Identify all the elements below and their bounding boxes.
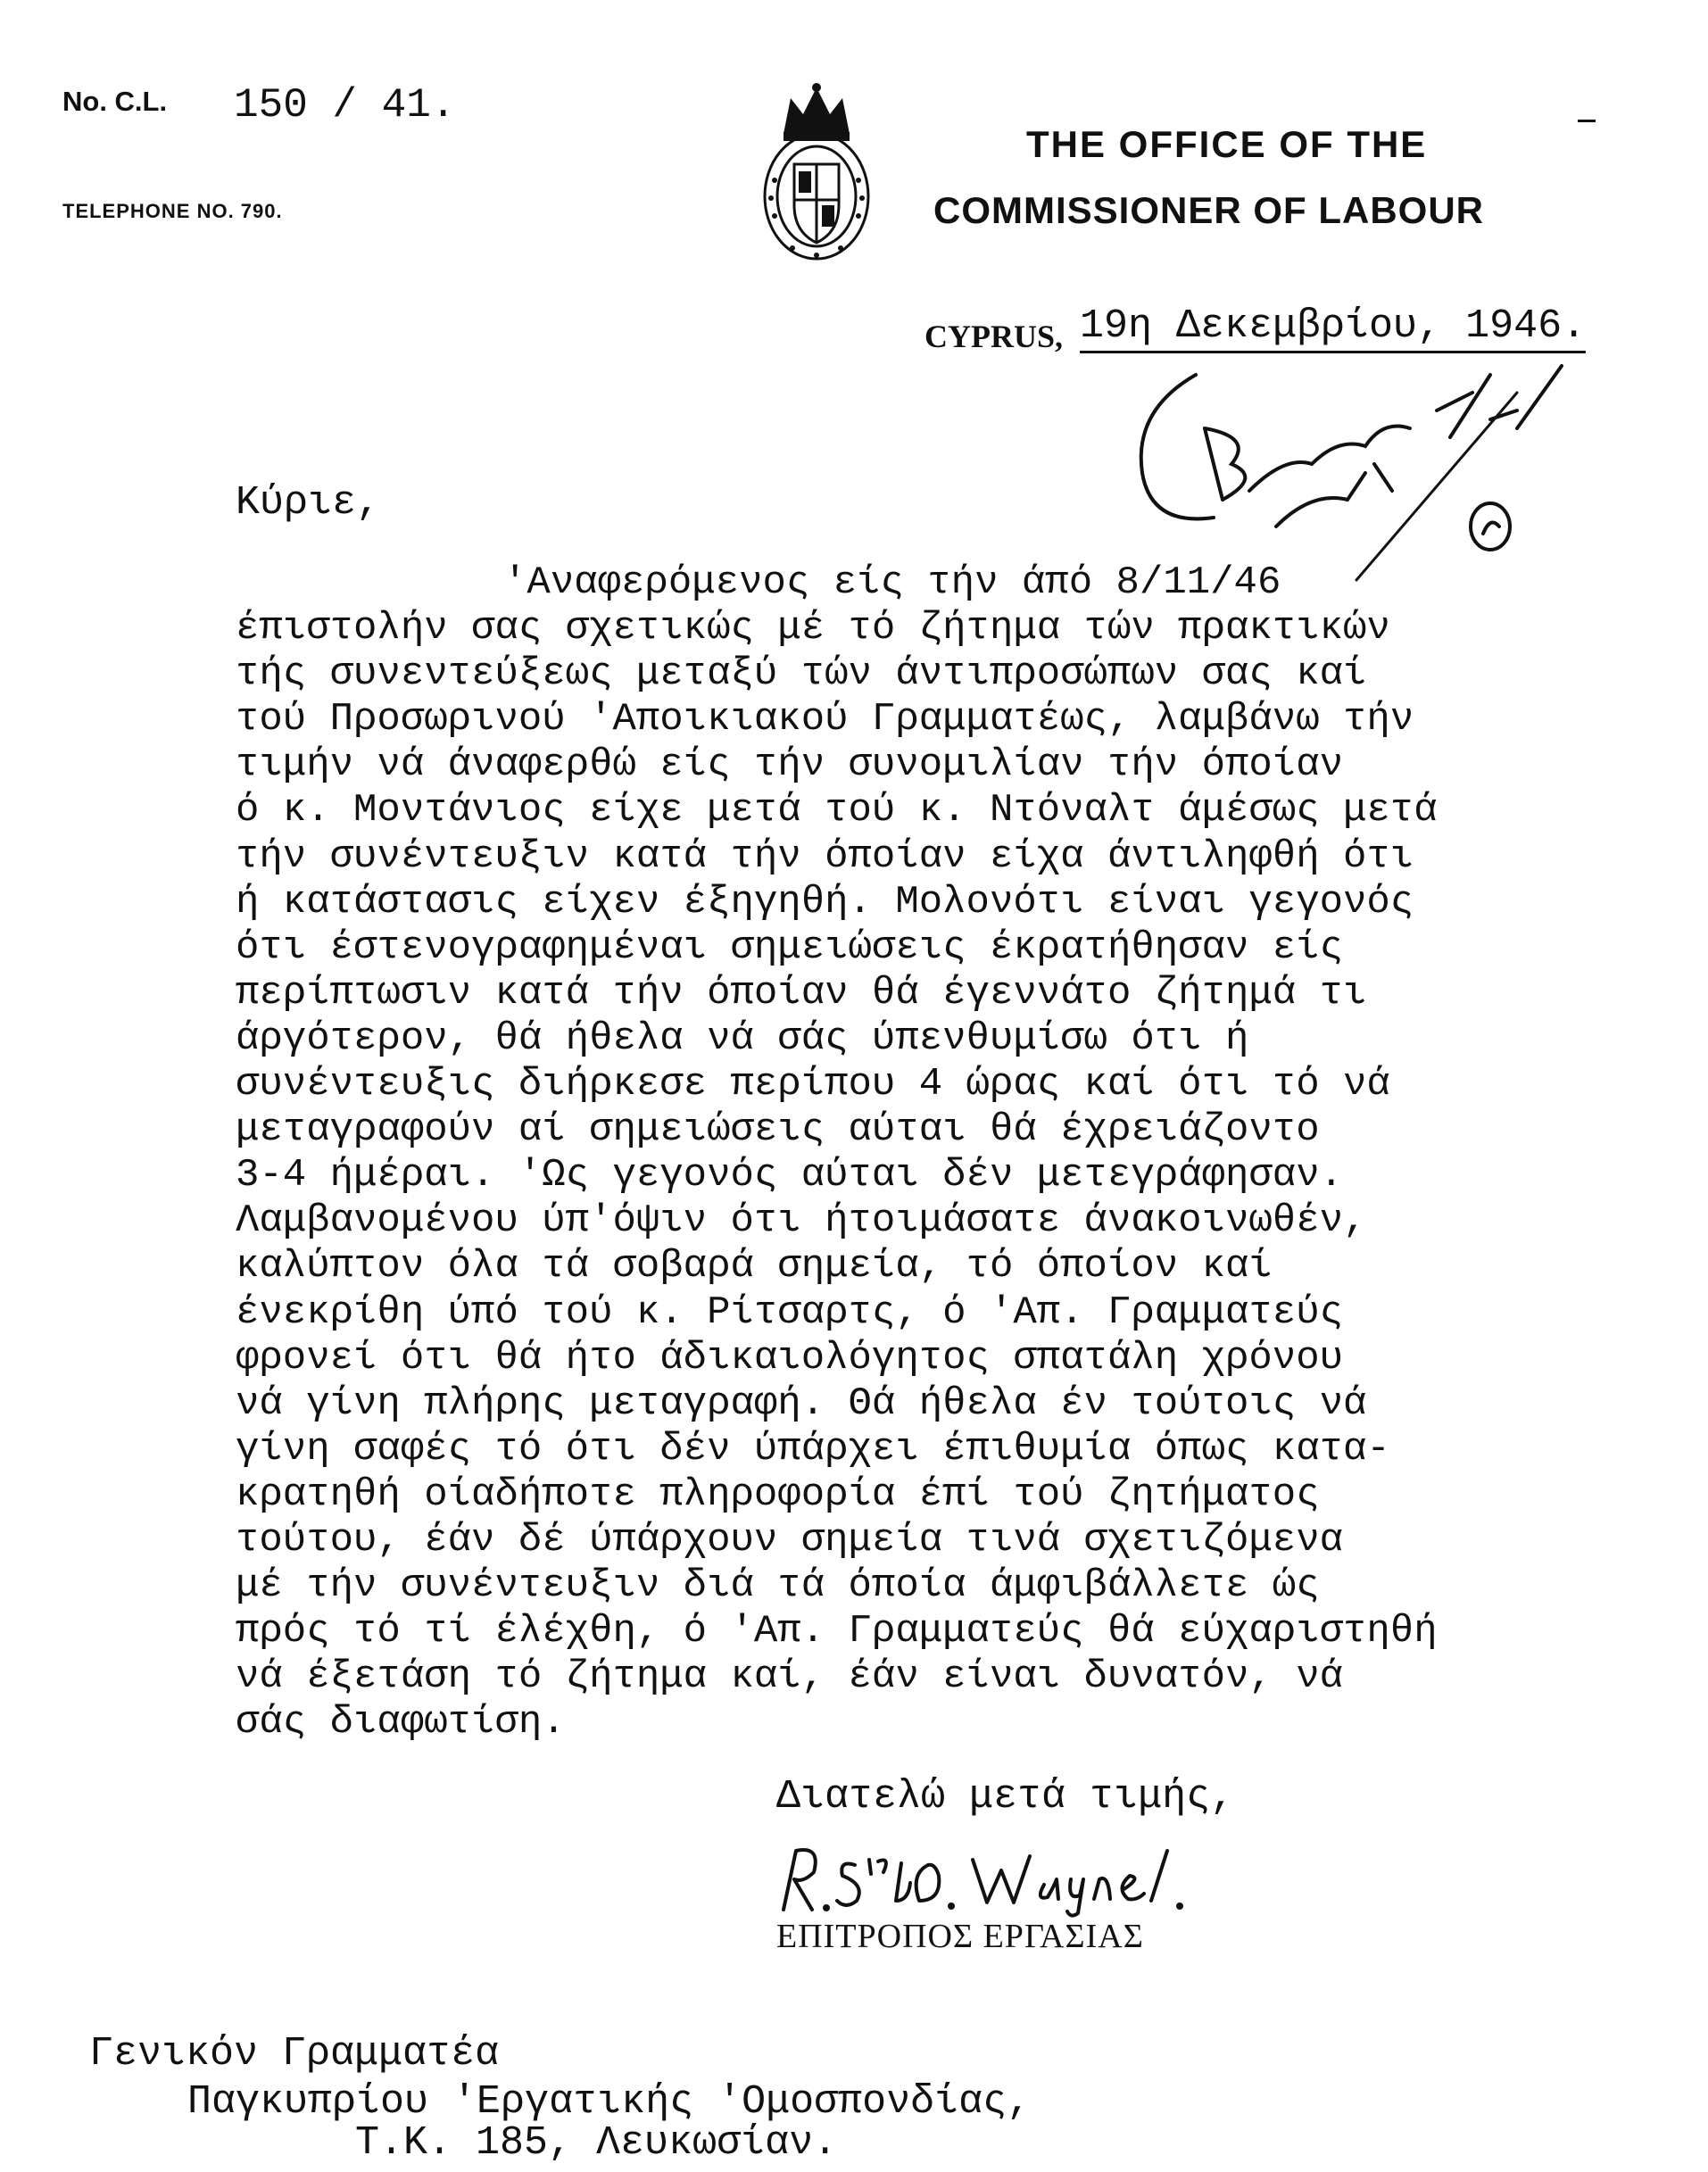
signatory-title: ΕΠΙΤΡΟΠΟΣ ΕΡΓΑΣΙΑΣ	[776, 1918, 1144, 1955]
office-title-line1: THE OFFICE OF THE	[1026, 123, 1428, 165]
body-line: συνέντευξις διήρκεσε περίπου 4 ώρας καί ότι τό νά	[236, 1062, 1390, 1107]
body-line: νά έξετάση τό ζήτημα καί, έάν είναι δυνατόν, νά	[236, 1654, 1344, 1700]
salutation: Κύριε,	[236, 480, 381, 526]
reference-number: 150 / 41.	[234, 82, 456, 128]
body-line: περίπτωσιν κατά τήν όποίαν θά έγεννάτο ζήτημά τι	[236, 970, 1367, 1016]
body-line: τήν συνέντευξιν κατά τήν όποίαν είχα άντιληφθή ότι	[236, 833, 1414, 879]
reference-label: No. C.L.	[62, 86, 168, 117]
body-line: μέ τήν συνέντευξιν διά τά όποία άμφιβάλλετε ώς	[236, 1563, 1320, 1609]
body-line: ότι έστενογραφημέναι σημειώσεις έκρατήθησαν είς	[236, 924, 1344, 970]
header-dash	[1578, 120, 1596, 122]
body-line: ένεκρίθη ύπό τού κ. Ρίτσαρτς, ό 'Απ. Γραμματεύς	[236, 1289, 1344, 1335]
telephone-number: TELEPHONE NO. 790.	[62, 200, 283, 222]
body-line: τούτου, έάν δέ ύπάρχουν σημεία τινά σχετιζόμενα	[236, 1517, 1344, 1563]
handwritten-annotation	[1098, 357, 1597, 589]
body-line: ό κ. Μοντάνιος είχε μετά τού κ. Ντόναλτ άμέσως μετά	[236, 788, 1438, 833]
closing-phrase: Διατελώ μετά τιμής,	[776, 1774, 1235, 1820]
body-line: 3-4 ήμέραι. 'Ως γεγονός αύται δέν μετεγράφησαν.	[236, 1153, 1344, 1198]
body-line: σάς διαφωτίση.	[236, 1700, 566, 1745]
body-line: Λαμβανομένου ύπ'όψιν ότι ήτοιμάσατε άνακοινωθέν,	[236, 1198, 1367, 1244]
body-line: φρονεί ότι θά ήτο άδικαιολόγητος σπατάλη χρόνου	[236, 1335, 1344, 1380]
dateline-place: CYPRUS,	[924, 319, 1064, 354]
dateline-date: 19η Δεκεμβρίου, 1946.	[1080, 303, 1586, 353]
body-line: κρατηθή οίαδήποτε πληροφορία έπί τού ζητήματος	[236, 1471, 1320, 1517]
recipient-line3: Τ.Κ. 185, Λευκωσίαν.	[355, 2120, 838, 2166]
body-line: γίνη σαφές τό ότι δέν ύπάρχει έπιθυμία όπως κατα-	[236, 1426, 1390, 1471]
body-line: 'Αναφερόμενος είς τήν άπό 8/11/46	[503, 560, 1281, 605]
body-line: έπιστολήν σας σχετικώς μέ τό ζήτημα τών πρακτικών	[236, 606, 1390, 651]
royal-crest-icon	[757, 82, 876, 266]
body-line: καλύπτον όλα τά σοβαρά σημεία, τό όποίον καί	[236, 1244, 1273, 1289]
body-line: μεταγραφούν αί σημειώσεις αύται θά έχρειάζοντο	[236, 1107, 1320, 1153]
body-line: τιμήν νά άναφερθώ είς τήν συνομιλίαν τήν όποίαν	[236, 742, 1344, 788]
recipient-line1: Γενικόν Γραμματέα	[89, 2031, 500, 2077]
recipient-line2: Παγκυπρίου 'Εργατικής 'Ομοσπονδίας,	[187, 2079, 1032, 2125]
letter-body	[236, 560, 1628, 1745]
body-line: νά γίνη πλήρης μεταγραφή. Θά ήθελα έν τούτοις νά	[236, 1380, 1367, 1426]
body-line: ή κατάστασις είχεν έξηγηθή. Μολονότι είναι γεγονός	[236, 879, 1414, 924]
body-line: τής συνεντεύξεως μεταξύ τών άντιπροσώπων σας καί	[236, 651, 1367, 697]
body-line: άργότερον, θά ήθελα νά σάς ύπενθυμίσω ότι ή	[236, 1016, 1249, 1061]
body-line: τού Προσωρινού 'Αποικιακού Γραμματέως, λαμβάνω τήν	[236, 697, 1414, 742]
handwritten-signature	[776, 1838, 1205, 1919]
office-title-line2: COMMISSIONER OF LABOUR	[933, 189, 1484, 231]
body-line: πρός τό τί έλέχθη, ό 'Απ. Γραμματεύς θά εύχαριστηθή	[236, 1609, 1438, 1654]
